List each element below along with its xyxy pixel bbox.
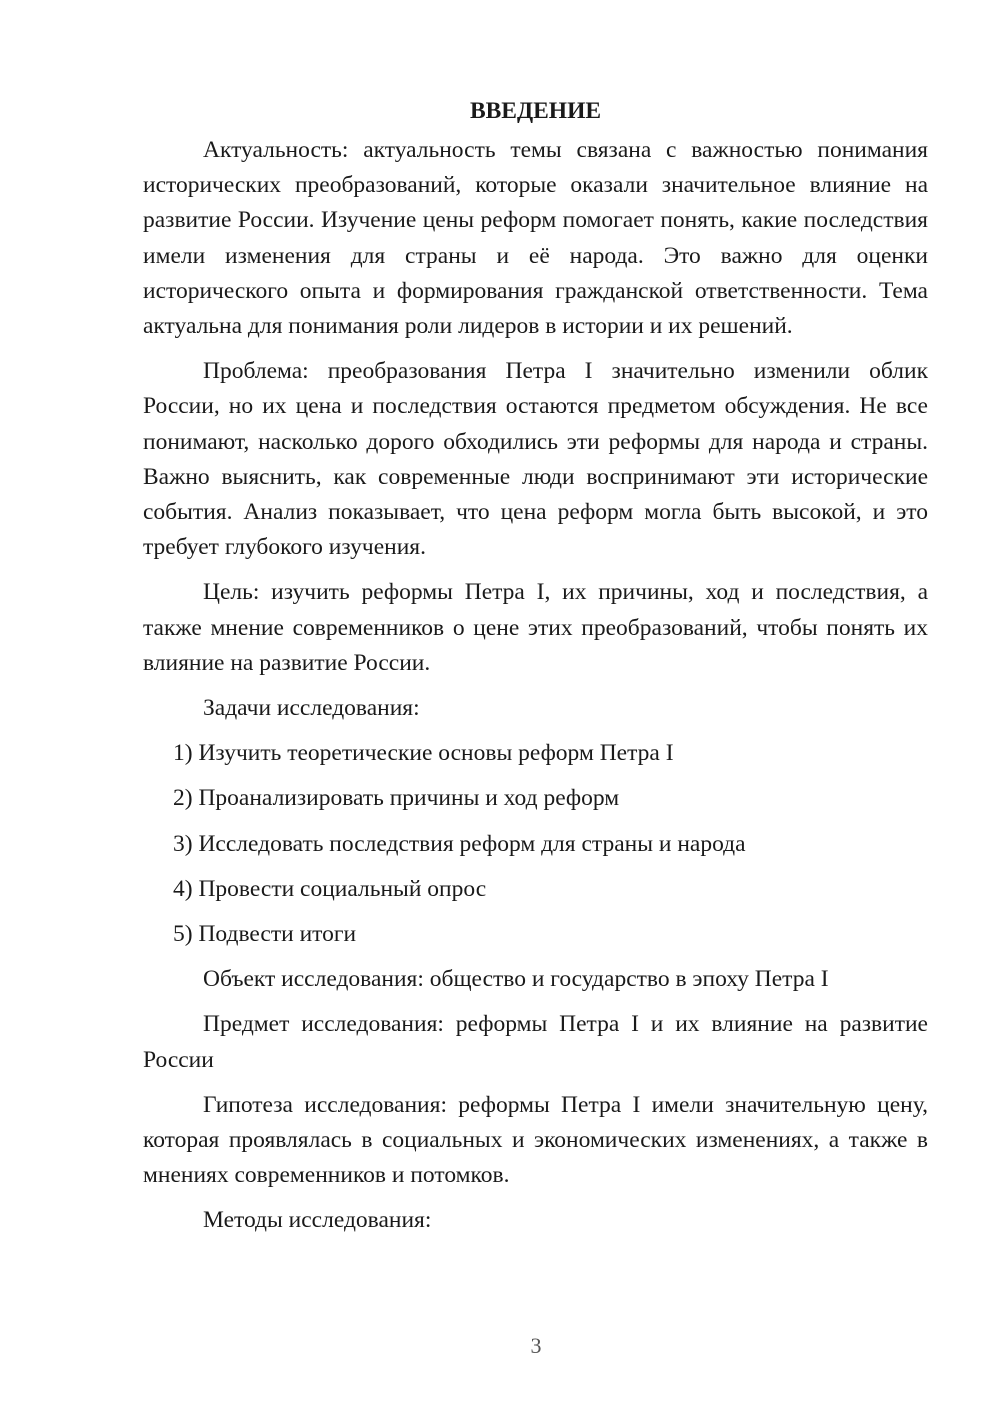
page-number: 3 (530, 1333, 542, 1358)
paragraph-subject: Предмет исследования: реформы Петра I и их влияние на развитие России (143, 1011, 928, 1073)
list-item: 3) Исследовать последствия реформ для страны и народа (173, 830, 746, 857)
paragraph-object: Объект исследования: общество и государство в эпоху Петра I (203, 966, 829, 993)
paragraph-problem: Проблема: преобразования Петра I значительно изменили облик России, но их цена и последствия остаются предметом обсуждения. Не все понимают, насколько дорого обходились эти реформы для народа и страны. Важно выяснить, как современные люди воспринимают эти исторические события. Анализ показывает, что цена реформ могла быть высокой, и это требует глубокого изучения. (143, 358, 928, 561)
paragraph-relevance: Актуальность: актуальность темы связана с важностью понимания исторических преобразований, которые оказали значительное влияние на развитие России. Изучение цены реформ помогает понять, какие последствия имели изменения для страны и её народа. Это важно для оценки исторического опыта и формирования гражданской ответственности. Тема актуальна для понимания роли лидеров в истории и их решений. (143, 137, 928, 340)
paragraph-hypothesis: Гипотеза исследования: реформы Петра I имели значительную цену, которая проявлялась в социальных и экономических изменениях, а также в мнениях современников и потомков. (143, 1091, 928, 1189)
list-item: 4) Провести социальный опрос (173, 875, 487, 902)
paragraph-goal: Цель: изучить реформы Петра I, их причины, ход и последствия, а также мнение современников о цене этих преобразований, чтобы понять их влияние на развитие России. (143, 579, 928, 676)
list-item: 2) Проанализировать причины и ход реформ (173, 785, 620, 812)
list-item: 1) Изучить теоретические основы реформ Петра I (173, 740, 674, 767)
section-title: ВВЕДЕНИЕ (469, 98, 602, 124)
tasks-heading: Задачи исследования: (203, 695, 420, 722)
methods-heading: Методы исследования: (203, 1207, 432, 1234)
document-page (143, 96, 928, 1249)
tasks-list (143, 736, 928, 952)
list-item: 5) Подвести итоги (173, 921, 357, 948)
